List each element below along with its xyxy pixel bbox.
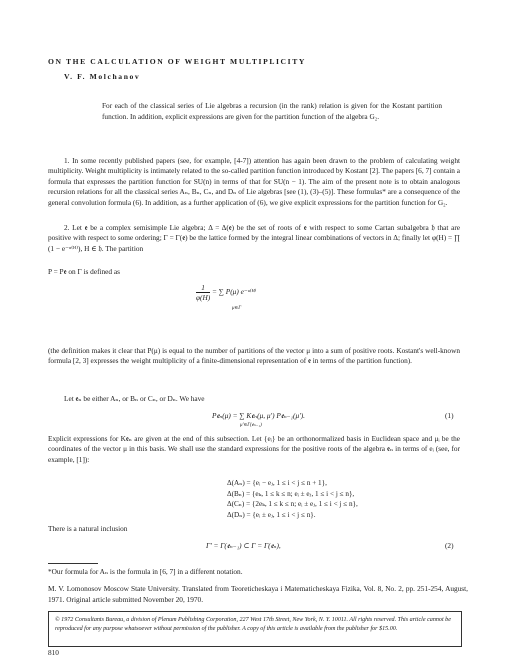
paragraph-roots-intro: Explicit expressions for K𝖊ₙ are given at the end of this subsection. Let {eᵢ} be an orthonormalized basis in Euclidean space and μᵢ be the coordinates of the vector μ in this basis. We shall use the standard expressions for the positive roots of the algebra 𝖊ₙ in terms of eᵢ (see, for example, [1]): xyxy=(48,434,460,464)
paragraph-inclusion: There is a natural inclusion xyxy=(48,524,128,533)
equation-fraction xyxy=(196,283,210,302)
footnote: *Our formula for Aₙ is the formula in [6, 7] in a different notation. xyxy=(48,567,243,576)
paragraph-kostant: (the definition makes it clear that P(μ) is equal to the number of partitions of the vector μ into a sum of positive roots. Kostant's well-known formula [2, 3] expresses the weight multiplicity of a finite-dimensional representation of 𝖊 in terms of the partition function). xyxy=(48,346,460,366)
paragraph-let: Let 𝖊ₙ be either Aₙ, or Bₙ or Cₙ, or Dₙ. We have xyxy=(64,394,205,403)
equation-number-1: (1) xyxy=(445,411,454,420)
equation-partition-function xyxy=(196,283,256,302)
paragraph-definitions: 2. Let 𝖊 be a complex semisimple Lie algebra; Δ = Δ(𝖊) be the set of roots of 𝖊 with respect to some Cartan subalgebra 𝔥 that are positive with respect to some ordering; Γ = Γ(𝖊) be the lattice formed by the integral linear combinations of vectors in Δ; finally let φ(H) = ∏ (1 − e⁻ᵅ⁽ᴴ⁾), H ∈ 𝔥. The partition xyxy=(48,223,460,253)
affiliation-note: M. V. Lomonosov Moscow State University. Translated from Teoreticheskaya i Matematicheskaya Fizika, Vol. 8, No. 2, pp. 251-254, August, 1971. Original article submitted November 20, 1970. xyxy=(48,584,468,604)
roots-a: Δ(Aₙ) = {eᵢ − eⱼ, 1 ≤ i < j ≤ n + 1}, xyxy=(227,479,327,487)
equation-number-2: (2) xyxy=(445,541,454,550)
fraction-denominator: φ(H) xyxy=(196,293,211,302)
copyright-box: © 1972 Consultants Bureau, a division of Plenum Publishing Corporation, 227 West 17th Street, New York, N. Y. 10011. All rights reserved. This article cannot be reproduced for any purpose whatsoever without permission of the publisher. A copy of this article is available from the publisher for $15.00. xyxy=(48,611,462,647)
roots-b: Δ(Bₙ) = {eₖ, 1 ≤ k ≤ n; eᵢ ± eⱼ, 1 ≤ i < j ≤ n}, xyxy=(227,489,355,498)
paragraph-partition-def: P = P𝖊 on Γ is defined as xyxy=(48,267,120,276)
equation-inclusion: Γ' = Γ(𝖊ₙ₋₁) ⊂ Γ = Γ(𝖊ₙ), xyxy=(206,541,281,550)
paper-title: ON THE CALCULATION OF WEIGHT MULTIPLICITY xyxy=(48,57,306,66)
root-systems-list xyxy=(227,478,358,520)
fraction-numerator: 1 xyxy=(196,283,210,293)
equation-sum: = ∑ P(μ) e⁻ᵘ⁽ᴴ⁾ xyxy=(212,287,256,297)
abstract: For each of the classical series of Lie algebras a recursion (in the rank) relation is given for the Kostant partition function. In addition, explicit expressions are given for the partition function of the algebra G₂. xyxy=(102,101,442,121)
author-name: V. F. Molchanov xyxy=(64,72,141,81)
sum-index: μ∈Γ xyxy=(232,306,242,311)
footnote-rule xyxy=(48,563,98,564)
roots-c: Δ(Cₙ) = {2eₖ, 1 ≤ k ≤ n; eᵢ ± eⱼ, 1 ≤ i < j ≤ n}, xyxy=(227,500,358,508)
recursion-index: μ'∈Γ(𝖊ₙ₋₁) xyxy=(240,423,262,428)
roots-d: Δ(Dₙ) = {eᵢ ± eⱼ, 1 ≤ i < j ≤ n}. xyxy=(227,510,316,519)
page-number: 810 xyxy=(48,648,59,657)
paragraph-intro: 1. In some recently published papers (see, for example, [4-7]) attention has again been drawn to the problem of calculating weight multiplicity. Weight multiplicity is intimately related to the so-called partition function introduced by Kostant [2]. The papers [6, 7] contain a formula that expresses the partition function for SU(n) in terms of that for SU(n − 1). The aim of the present note is to obtain analogous recursion relations for all the classical series Aₙ, Bₙ, Cₙ, and Dₙ of Lie algebras [see (1), (3)–(5)]. These formulas* are a consequence of the general convolution formula (6). In addition, as a further application of (6), we give explicit expressions for the partition function for G₂. xyxy=(48,156,460,207)
equation-recursion: P𝖊ₙ(μ) = ∑ K𝖊ₙ(μ, μ') P𝖊ₙ₋₁(μ'). xyxy=(212,411,305,420)
